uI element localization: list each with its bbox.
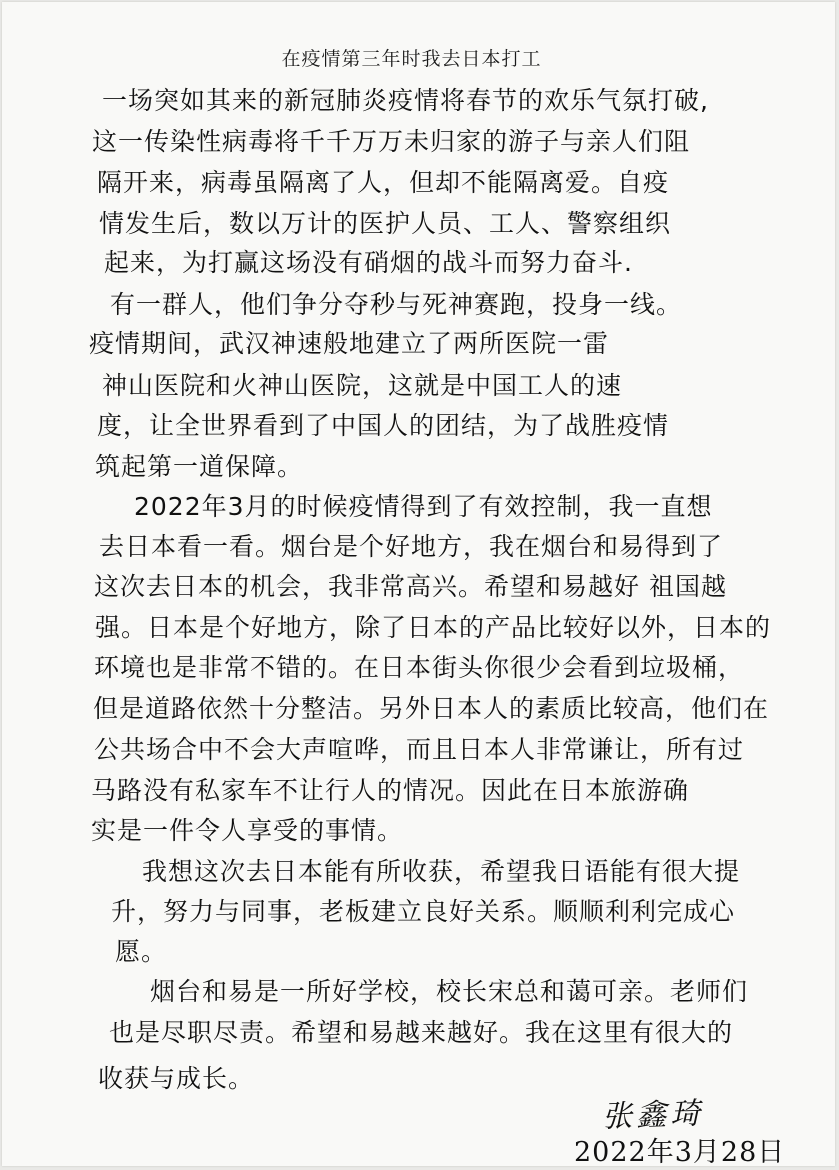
text-line: 马路没有私家车不让行人的情况。因此在日本旅游确 (91, 776, 690, 805)
text-line: 有一群人，他们争分夺秒与死神赛跑，投身一线。 (110, 290, 683, 319)
text-line: 筑起第一道保障。 (95, 452, 304, 481)
text-line: 公共场合中不会大声喧哗，而且日本人非常谦让，所有过 (94, 735, 745, 764)
text-line: 强。日本是个好地方，除了日本的产品比较好以外，日本的 (95, 613, 772, 642)
text-line: 这一传染性病毒将千千万万未归家的游子与亲人们阻 (92, 127, 691, 156)
text-line: 但是道路依然十分整洁。另外日本人的素质比较高，他们在 (93, 694, 770, 723)
text-line: 也是尽职尽责。希望和易越来越好。我在这里有很大的 (109, 1018, 734, 1047)
text-line: 烟台和易是一所好学校，校长宋总和蔼可亲。老师们 (150, 977, 749, 1006)
handwritten-letter-page (2, 2, 835, 1166)
signature-date: 2022年3月28日 (574, 1137, 786, 1166)
text-line: 我想这次去日本能有所收获，希望我日语能有很大提 (142, 857, 741, 886)
text-line: 这次去日本的机会，我非常高兴。希望和易越好 祖国越 (94, 572, 727, 601)
letter-title: 在疫情第三年时我去日本打工 (281, 48, 542, 70)
text-line: 神山医院和火神山医院，这就是中国工人的速 (102, 371, 623, 400)
text-line: 度，让全世界看到了中国人的团结，为了战胜疫情 (97, 411, 670, 440)
text-line: 愿。 (115, 937, 168, 966)
text-line: 一场突如其来的新冠肺炎疫情将春节的欢乐气氛打破, (102, 86, 709, 115)
text-line: 环境也是非常不错的。在日本街头你很少会看到垃圾桶， (94, 653, 745, 682)
text-line: 起来，为打赢这场没有硝烟的战斗而努力奋斗. (104, 248, 633, 277)
text-line: 疫情期间，武汉神速般地建立了两所医院一雷 (89, 329, 610, 358)
signature-name: 张鑫琦 (601, 1096, 705, 1135)
text-line: 情发生后，数以万计的医护人员、工人、警察组织 (99, 209, 672, 238)
text-line: 去日本看一看。烟台是个好地方，我在烟台和易得到了 (99, 532, 724, 561)
text-line: 升，努力与同事，老板建立良好关系。顺顺利利完成心 (111, 897, 736, 926)
text-line: 收获与成长。 (98, 1064, 255, 1093)
text-line: 2022年3月的时候疫情得到了有效控制，我一直想 (134, 492, 713, 521)
text-line: 隔开来，病毒虽隔离了人，但却不能隔离爱。自疫 (97, 168, 670, 197)
text-line: 实是一件令人享受的事情。 (91, 816, 404, 845)
